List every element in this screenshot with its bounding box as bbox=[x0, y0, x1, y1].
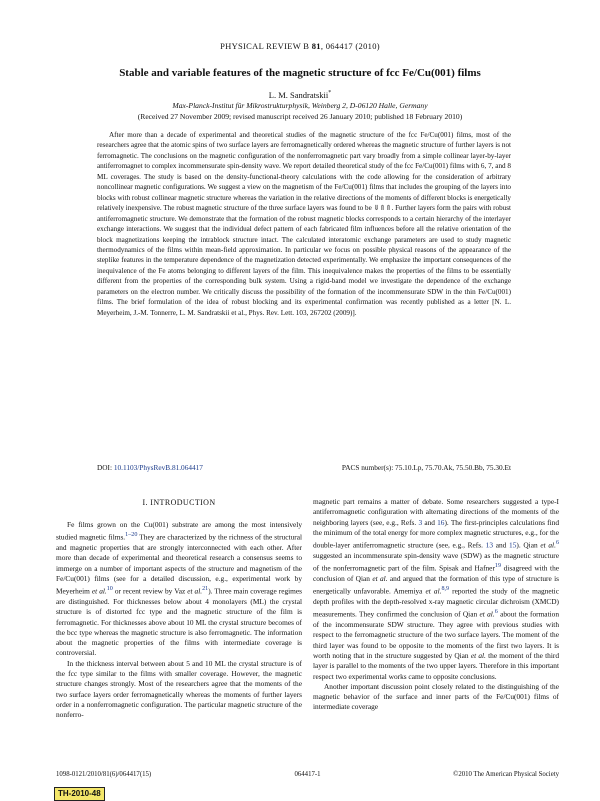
citation-link[interactable]: 10 bbox=[106, 586, 113, 593]
affiliation: Max-Planck-Institut für Mikrostrukturphysik, Weinberg 2, D-06120 Halle, Germany bbox=[172, 101, 428, 110]
citation-link[interactable]: 6 bbox=[555, 540, 559, 547]
citation-link[interactable]: 15 bbox=[509, 540, 517, 550]
citation-link[interactable]: 13 bbox=[485, 540, 494, 550]
paper-title: Stable and variable features of the magnetic structure of fcc Fe/Cu(001) films bbox=[119, 67, 481, 79]
section-heading-introduction: I. INTRODUCTION bbox=[142, 498, 216, 507]
author-footnote-mark[interactable]: * bbox=[328, 90, 332, 97]
doi-label: DOI: bbox=[97, 463, 112, 472]
journal-name: PHYSICAL REVIEW B bbox=[220, 41, 310, 51]
archive-stamp: TH-2010-48 bbox=[54, 787, 105, 801]
intro-paragraph-1: Fe films grown on the Cu(001) substrate are among the most intensively studied magnetic films.$^{1-20}$ They are characterized by the richness of the structural and magnetic properties that are strongly interconnected with each other. After more than decade of experimental and theoretical research a consensus seems to immerge on a number of important aspects of the structure and magnetism of the Fe/Cu(001) films (see for a detailed discussion, e.g., experimental work by Meyerheim et al.$^{10}$ or recent review by Vaz et al.$^{21}$). Three main coverage regimes are distinguished. For thicknesses below about 4 monolayers (ML) the crystal structure is of distorted fcc type and the magnetic structure of the film is ferromagnetic. For thicknesses above about 10 ML the crystal structure becomes of the bcc type whereas the magnetic structure is also ferromagnetic. The information about the magnetic properties of the films with intermediate coverage is controversial. bbox=[56, 520, 303, 658]
intro-paragraph-3: Another important discussion point closely related to the distinguishing of the magnetic behavior of the surface and inner parts of the Fe/Cu(001) films of intermediate coverage bbox=[313, 681, 559, 712]
received-dates: (Received 27 November 2009; revised manuscript received 26 January 2010; published 18 February 2010) bbox=[137, 112, 463, 121]
citation-link[interactable]: 16 bbox=[437, 517, 445, 527]
citation-link[interactable]: 3 bbox=[418, 517, 423, 527]
left-column bbox=[56, 520, 302, 721]
footer-copyright: ©2010 The American Physical Society bbox=[453, 771, 559, 778]
doi-link[interactable]: 10.1103/PhysRevB.81.064417 bbox=[113, 463, 203, 472]
journal-header: PHYSICAL REVIEW B 81, 064417 (2010) bbox=[220, 41, 380, 51]
citation-link[interactable]: 19 bbox=[494, 563, 502, 570]
abstract-text: After more than a decade of experimental and theoretical studies of the magnetic structure of the fcc Fe/Cu(001) films, most of the researchers agree that the atomic spins of two surface layers are ferromagnetically ordered whereas the magnetic structure of further layers is not ferromagnetic. The conclusions on the magnetic configuration of the nonferromagnetic part vary broadly from a simple collinear layer-by-layer antiferromagnet to complex incommensurate spin-density wave. We report detailed theoretical study of the fcc Fe/Cu(001) films with 6, 7, and 8 ML coverages. The study is based on the density-functional-theory calculations with the code allowing for the consideration of arbitrary noncollinear magnetic configurations. We suggest a view on the magnetism of the Fe/Cu(001) films that includes the grouping of the layers into blocks with robust collinear magnetic structure whereas the variation in the relative directions of the moments of different blocks is energetically relatively inexpensive. The robust magnetic structure of the three surface layers was found to be ⇓⇑⇑. Further layers form the pairs with robust antiferromagnetic structure. We demonstrate that the formation of the robust magnetic blocks corresponds to a certain hierarchy of the interlayer exchange interactions. We suggest that the individual defect pattern of each fabricated film influences before all the relative orientation of the block magnetizations keeping the intrablock structure intact. The calculated interatomic exchange parameters are used to study magnetic thermodynamics of the films within mean-field approximation. In particular we focus on possible physical reasons of the appearance of the steplike features in the temperature dependence of the magnetization detected experimentally. We emphasize the important consequences of the inequivalence of the Fe atoms belonging to different layers of the film. This inequivalence makes the properties of the films to be essentially different from the properties of the corresponding bulk system. Using a rigid-band model we investigate the dependence of the exchange parameters on the electron number. We critically discuss the possibility of the formation of the incommensurate SDW in the thin Fe/Cu(001) films. The brief formulation of the idea of robust blocking and its experimental confirmation was recently published as a letter [N. L. Meyerheim, J.-M. Tonnerre, L. M. Sandratskii et al., Phys. Rev. Lett. 103, 267202 (2009)]. bbox=[97, 131, 511, 317]
article-number: 064417 (2010) bbox=[325, 41, 380, 51]
pacs-numbers: PACS number(s): 75.10.Lp, 75.70.Ak, 75.50.Bb, 75.30.Et bbox=[341, 463, 511, 472]
intro-paragraph-2-continued: magnetic part remains a matter of debate. Some researchers suggested a type-I antiferromagnetic configuration with alternating directions of the moments of the neighboring layers (see, e.g., Refs. 3 and 16). The first-principles calculations find the minimum of the total energy for more complex magnetic structures, e.g., for the double-layer antiferromagnetic structure (see, e.g., Refs. 13 and 15). Qian et al.$^6$ suggested an incommensurate spin-density wave (SDW) as the magnetic structure of the nonferromagnetic part of the film. Spisak and Hafner$^{19}$ disagreed with the conclusion of Qian et al. and argued that the formation of this type of structure is energetically unfavorable. Amemiya et al.$^{8,9}$ reported the study of the magnetic depth profiles with the depth-resolved x-ray magnetic circular dichroism (XMCD) measurements. They confirmed the conclusion of Qian et al.$^6$ about the formation of the incommensurate SDW structure. They agree with previous studies with respect to the ferromagnetic structure of the two surface layers. The moment of the third layer was found to be opposite to the moments of the first two layers. It is worth noting that in the structure suggested by Qian et al. the moment of the third layer is parallel to the moments of the two upper layers. Therefore in this important respect two experimental works came to opposite conclusions. bbox=[313, 497, 560, 681]
author-name: L. M. Sandratskii bbox=[268, 90, 329, 100]
citation-link[interactable]: 21 bbox=[202, 586, 209, 593]
doi-line bbox=[97, 463, 511, 472]
footer-page-number: 064417-1 bbox=[294, 771, 321, 778]
abstract bbox=[97, 130, 511, 318]
citation-link[interactable]: 6 bbox=[494, 609, 498, 616]
right-column bbox=[313, 497, 559, 713]
intro-paragraph-2: In the thickness interval between about 5 and 10 ML the crystal structure is of the fcc type similar to the films with smaller coverage. However, the magnetic structure changes strongly. Most of the researchers agree that the moments of the two surface layers order ferromagnetically whereas the moments of further layers order in a nonferromagnetic configuration. The particular magnetic structure of the nonferro- bbox=[56, 658, 302, 720]
citation-link[interactable]: 1–20 bbox=[125, 532, 138, 539]
footer-issn: 1098-0121/2010/81(6)/064417(15) bbox=[56, 771, 152, 778]
citation-link[interactable]: 8,9 bbox=[441, 586, 450, 593]
journal-volume: 81 bbox=[311, 41, 321, 51]
author-line bbox=[0, 90, 600, 100]
